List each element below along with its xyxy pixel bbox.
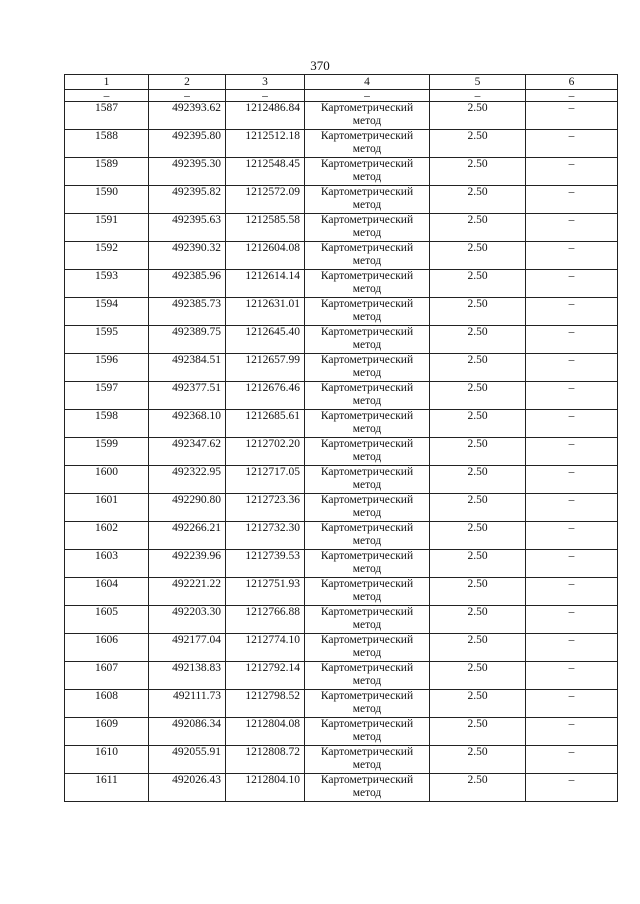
point-number-cell: 1597: [65, 382, 149, 410]
x-coordinate-cell: 492393.62: [149, 102, 226, 130]
method-cell: [305, 270, 430, 298]
table-row: [65, 578, 618, 606]
accuracy-cell: 2.50: [430, 718, 526, 746]
method-line-2: метод: [352, 227, 382, 239]
method-line-2: метод: [352, 787, 382, 799]
x-coordinate-cell: 492395.80: [149, 130, 226, 158]
method-cell: [305, 466, 430, 494]
method-cell: [305, 718, 430, 746]
point-number-cell: 1611: [65, 774, 149, 802]
accuracy-cell: 2.50: [430, 354, 526, 382]
y-coordinate-cell: 1212808.72: [226, 746, 305, 774]
y-coordinate-cell: 1212702.20: [226, 438, 305, 466]
note-cell: –: [526, 578, 618, 606]
column-header: 5: [430, 75, 526, 90]
method-cell: [305, 102, 430, 130]
accuracy-cell: 2.50: [430, 214, 526, 242]
dash-row: [65, 90, 618, 102]
x-coordinate-cell: 492290.80: [149, 494, 226, 522]
note-cell: –: [526, 158, 618, 186]
method-cell: [305, 326, 430, 354]
note-cell: –: [526, 774, 618, 802]
point-number-cell: 1598: [65, 410, 149, 438]
method-line-1: Картометрический: [320, 522, 414, 534]
table-row: [65, 662, 618, 690]
table-row: [65, 774, 618, 802]
table-row: [65, 214, 618, 242]
accuracy-cell: 2.50: [430, 774, 526, 802]
table-row: [65, 466, 618, 494]
table-row: [65, 242, 618, 270]
note-cell: –: [526, 606, 618, 634]
method-line-1: Картометрический: [320, 438, 414, 450]
note-cell: –: [526, 186, 618, 214]
x-coordinate-cell: 492368.10: [149, 410, 226, 438]
dash-cell: –: [149, 90, 226, 102]
y-coordinate-cell: 1212798.52: [226, 690, 305, 718]
note-cell: –: [526, 746, 618, 774]
note-cell: –: [526, 410, 618, 438]
point-number-cell: 1606: [65, 634, 149, 662]
table-row: [65, 326, 618, 354]
y-coordinate-cell: 1212512.18: [226, 130, 305, 158]
dash-cell: –: [305, 90, 430, 102]
accuracy-cell: 2.50: [430, 606, 526, 634]
table-row: [65, 354, 618, 382]
method-cell: [305, 746, 430, 774]
table-body: [65, 90, 618, 802]
method-line-1: Картометрический: [320, 466, 414, 478]
x-coordinate-cell: 492377.51: [149, 382, 226, 410]
accuracy-cell: 2.50: [430, 382, 526, 410]
method-cell: [305, 522, 430, 550]
method-line-1: Картометрический: [320, 354, 414, 366]
method-line-2: метод: [352, 703, 382, 715]
point-number-cell: 1600: [65, 466, 149, 494]
method-cell: [305, 606, 430, 634]
method-line-1: Картометрический: [320, 214, 414, 226]
method-line-1: Картометрический: [320, 242, 414, 254]
table-row: [65, 298, 618, 326]
y-coordinate-cell: 1212804.10: [226, 774, 305, 802]
method-line-2: метод: [352, 507, 382, 519]
point-number-cell: 1588: [65, 130, 149, 158]
column-header: 2: [149, 75, 226, 90]
point-number-cell: 1589: [65, 158, 149, 186]
method-cell: [305, 494, 430, 522]
method-cell: [305, 130, 430, 158]
method-cell: [305, 382, 430, 410]
point-number-cell: 1601: [65, 494, 149, 522]
note-cell: –: [526, 718, 618, 746]
note-cell: –: [526, 494, 618, 522]
method-line-1: Картометрический: [320, 634, 414, 646]
method-line-1: Картометрический: [320, 774, 414, 786]
point-number-cell: 1605: [65, 606, 149, 634]
x-coordinate-cell: 492221.22: [149, 578, 226, 606]
method-line-1: Картометрический: [320, 550, 414, 562]
method-line-2: метод: [352, 423, 382, 435]
dash-cell: –: [526, 90, 618, 102]
table-row: [65, 186, 618, 214]
table-row: [65, 718, 618, 746]
table-row: [65, 550, 618, 578]
method-line-2: метод: [352, 199, 382, 211]
point-number-cell: 1595: [65, 326, 149, 354]
accuracy-cell: 2.50: [430, 550, 526, 578]
method-cell: [305, 438, 430, 466]
method-line-1: Картометрический: [320, 158, 414, 170]
note-cell: –: [526, 662, 618, 690]
method-line-2: метод: [352, 479, 382, 491]
x-coordinate-cell: 492138.83: [149, 662, 226, 690]
point-number-cell: 1587: [65, 102, 149, 130]
note-cell: –: [526, 102, 618, 130]
y-coordinate-cell: 1212486.84: [226, 102, 305, 130]
table-row: [65, 606, 618, 634]
x-coordinate-cell: 492390.32: [149, 242, 226, 270]
note-cell: –: [526, 550, 618, 578]
method-line-2: метод: [352, 171, 382, 183]
method-cell: [305, 410, 430, 438]
method-line-2: метод: [352, 339, 382, 351]
method-line-2: метод: [352, 115, 382, 127]
point-number-cell: 1593: [65, 270, 149, 298]
x-coordinate-cell: 492395.63: [149, 214, 226, 242]
note-cell: –: [526, 326, 618, 354]
point-number-cell: 1603: [65, 550, 149, 578]
accuracy-cell: 2.50: [430, 186, 526, 214]
note-cell: –: [526, 438, 618, 466]
dash-cell: –: [226, 90, 305, 102]
point-number-cell: 1592: [65, 242, 149, 270]
y-coordinate-cell: 1212685.61: [226, 410, 305, 438]
y-coordinate-cell: 1212631.01: [226, 298, 305, 326]
accuracy-cell: 2.50: [430, 578, 526, 606]
point-number-cell: 1591: [65, 214, 149, 242]
method-line-2: метод: [352, 367, 382, 379]
table-row: [65, 158, 618, 186]
accuracy-cell: 2.50: [430, 494, 526, 522]
note-cell: –: [526, 130, 618, 158]
column-header: 4: [305, 75, 430, 90]
table-row: [65, 130, 618, 158]
note-cell: –: [526, 270, 618, 298]
method-line-1: Картометрический: [320, 662, 414, 674]
x-coordinate-cell: 492347.62: [149, 438, 226, 466]
coordinates-table: [64, 74, 618, 802]
note-cell: –: [526, 298, 618, 326]
y-coordinate-cell: 1212614.14: [226, 270, 305, 298]
method-cell: [305, 634, 430, 662]
note-cell: –: [526, 634, 618, 662]
point-number-cell: 1590: [65, 186, 149, 214]
y-coordinate-cell: 1212774.10: [226, 634, 305, 662]
method-cell: [305, 158, 430, 186]
method-cell: [305, 298, 430, 326]
y-coordinate-cell: 1212548.45: [226, 158, 305, 186]
method-line-2: метод: [352, 675, 382, 687]
x-coordinate-cell: 492111.73: [149, 690, 226, 718]
note-cell: –: [526, 214, 618, 242]
header-row: [65, 75, 618, 90]
note-cell: –: [526, 522, 618, 550]
y-coordinate-cell: 1212717.05: [226, 466, 305, 494]
note-cell: –: [526, 466, 618, 494]
method-line-2: метод: [352, 619, 382, 631]
x-coordinate-cell: 492385.96: [149, 270, 226, 298]
column-header: 1: [65, 75, 149, 90]
method-line-1: Картометрический: [320, 298, 414, 310]
point-number-cell: 1602: [65, 522, 149, 550]
method-line-1: Картометрический: [320, 130, 414, 142]
x-coordinate-cell: 492055.91: [149, 746, 226, 774]
y-coordinate-cell: 1212751.93: [226, 578, 305, 606]
method-cell: [305, 550, 430, 578]
point-number-cell: 1594: [65, 298, 149, 326]
y-coordinate-cell: 1212732.30: [226, 522, 305, 550]
method-line-1: Картометрический: [320, 270, 414, 282]
point-number-cell: 1610: [65, 746, 149, 774]
dash-cell: –: [430, 90, 526, 102]
method-line-1: Картометрический: [320, 494, 414, 506]
accuracy-cell: 2.50: [430, 438, 526, 466]
y-coordinate-cell: 1212739.53: [226, 550, 305, 578]
accuracy-cell: 2.50: [430, 242, 526, 270]
y-coordinate-cell: 1212723.36: [226, 494, 305, 522]
table-row: [65, 494, 618, 522]
method-line-2: метод: [352, 311, 382, 323]
table-row: [65, 410, 618, 438]
accuracy-cell: 2.50: [430, 662, 526, 690]
method-line-1: Картометрический: [320, 326, 414, 338]
y-coordinate-cell: 1212585.58: [226, 214, 305, 242]
method-cell: [305, 690, 430, 718]
y-coordinate-cell: 1212804.08: [226, 718, 305, 746]
method-line-1: Картометрический: [320, 690, 414, 702]
point-number-cell: 1604: [65, 578, 149, 606]
accuracy-cell: 2.50: [430, 410, 526, 438]
table-row: [65, 102, 618, 130]
accuracy-cell: 2.50: [430, 102, 526, 130]
method-line-2: метод: [352, 143, 382, 155]
method-cell: [305, 774, 430, 802]
method-line-2: метод: [352, 395, 382, 407]
x-coordinate-cell: 492026.43: [149, 774, 226, 802]
accuracy-cell: 2.50: [430, 746, 526, 774]
method-line-1: Картометрический: [320, 606, 414, 618]
x-coordinate-cell: 492086.34: [149, 718, 226, 746]
method-line-1: Картометрический: [320, 746, 414, 758]
method-line-2: метод: [352, 731, 382, 743]
point-number-cell: 1599: [65, 438, 149, 466]
accuracy-cell: 2.50: [430, 326, 526, 354]
table-row: [65, 690, 618, 718]
method-line-2: метод: [352, 535, 382, 547]
column-header: 3: [226, 75, 305, 90]
x-coordinate-cell: 492203.30: [149, 606, 226, 634]
method-line-2: метод: [352, 451, 382, 463]
note-cell: –: [526, 382, 618, 410]
accuracy-cell: 2.50: [430, 634, 526, 662]
y-coordinate-cell: 1212645.40: [226, 326, 305, 354]
y-coordinate-cell: 1212766.88: [226, 606, 305, 634]
method-line-1: Картометрический: [320, 718, 414, 730]
x-coordinate-cell: 492384.51: [149, 354, 226, 382]
x-coordinate-cell: 492385.73: [149, 298, 226, 326]
method-line-1: Картометрический: [320, 102, 414, 114]
y-coordinate-cell: 1212657.99: [226, 354, 305, 382]
method-line-1: Картометрический: [320, 410, 414, 422]
table-row: [65, 438, 618, 466]
x-coordinate-cell: 492389.75: [149, 326, 226, 354]
method-cell: [305, 354, 430, 382]
accuracy-cell: 2.50: [430, 690, 526, 718]
y-coordinate-cell: 1212572.09: [226, 186, 305, 214]
method-cell: [305, 242, 430, 270]
table-row: [65, 382, 618, 410]
table-row: [65, 746, 618, 774]
method-line-2: метод: [352, 563, 382, 575]
accuracy-cell: 2.50: [430, 522, 526, 550]
accuracy-cell: 2.50: [430, 298, 526, 326]
point-number-cell: 1609: [65, 718, 149, 746]
point-number-cell: 1608: [65, 690, 149, 718]
note-cell: –: [526, 690, 618, 718]
x-coordinate-cell: 492177.04: [149, 634, 226, 662]
x-coordinate-cell: 492395.82: [149, 186, 226, 214]
method-line-2: метод: [352, 255, 382, 267]
method-cell: [305, 662, 430, 690]
x-coordinate-cell: 492322.95: [149, 466, 226, 494]
note-cell: –: [526, 354, 618, 382]
page-number: 370: [310, 58, 330, 73]
method-cell: [305, 186, 430, 214]
note-cell: –: [526, 242, 618, 270]
method-line-1: Картометрический: [320, 186, 414, 198]
method-cell: [305, 578, 430, 606]
accuracy-cell: 2.50: [430, 270, 526, 298]
x-coordinate-cell: 492266.21: [149, 522, 226, 550]
accuracy-cell: 2.50: [430, 158, 526, 186]
y-coordinate-cell: 1212676.46: [226, 382, 305, 410]
point-number-cell: 1596: [65, 354, 149, 382]
column-header: 6: [526, 75, 618, 90]
table-row: [65, 522, 618, 550]
table-row: [65, 270, 618, 298]
accuracy-cell: 2.50: [430, 466, 526, 494]
y-coordinate-cell: 1212792.14: [226, 662, 305, 690]
point-number-cell: 1607: [65, 662, 149, 690]
method-line-2: метод: [352, 283, 382, 295]
accuracy-cell: 2.50: [430, 130, 526, 158]
x-coordinate-cell: 492395.30: [149, 158, 226, 186]
y-coordinate-cell: 1212604.08: [226, 242, 305, 270]
method-line-1: Картометрический: [320, 578, 414, 590]
method-line-2: метод: [352, 591, 382, 603]
dash-cell: –: [65, 90, 149, 102]
table-row: [65, 634, 618, 662]
method-line-2: метод: [352, 759, 382, 771]
method-line-2: метод: [352, 647, 382, 659]
method-cell: [305, 214, 430, 242]
x-coordinate-cell: 492239.96: [149, 550, 226, 578]
method-line-1: Картометрический: [320, 382, 414, 394]
